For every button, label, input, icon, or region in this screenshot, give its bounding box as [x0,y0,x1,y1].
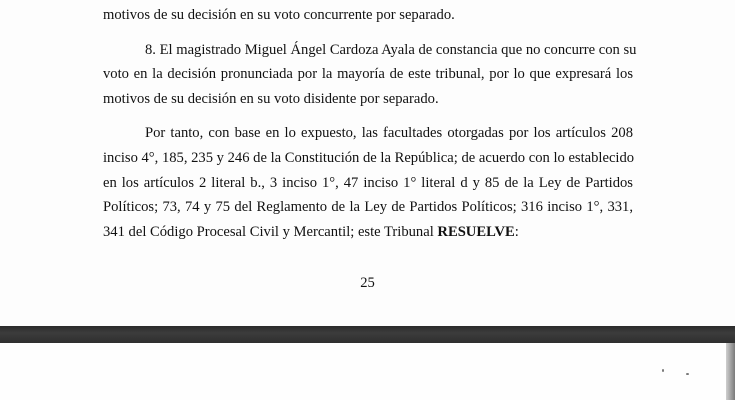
paragraph-2-line-3: motivos de su decisión en su voto disidente por separado. [103,90,439,107]
resuelve-keyword: RESUELVE [437,223,515,240]
scan-speck [662,369,664,372]
paragraph-3-line-3: en los artículos 2 literal b., 3 inciso 1°, 47 inciso 1° literal d y 85 de la Ley de Partidos [103,174,633,191]
cut-off-line [103,0,633,3]
page-number: 25 [360,275,375,291]
paragraph-3-line-2: inciso 4°, 185, 235 y 246 de la Constitución de la República; de acuerdo con lo establecido [103,149,635,166]
paragraph-3-line-4: Políticos; 73, 74 y 75 del Reglamento de la Ley de Partidos Políticos; 316 inciso 1°, 331, [103,199,633,216]
page-separator [0,326,735,343]
paragraph-3-line-5 [103,220,633,245]
scan-speck [686,373,689,375]
paragraph-2-line-2: voto en la decisión pronunciada por la mayoría de este tribunal, por lo que expresará los [103,66,633,83]
next-page-top [0,343,735,400]
document-body [103,0,637,244]
paragraph-2-line-1: 8. El magistrado Miguel Ángel Cardoza Ayala de constancia que no concurre con su [145,41,637,58]
paragraph-3-line-5-text: 341 del Código Procesal Civil y Mercantil; este Tribunal [103,223,438,240]
paragraph-1-last-line: motivos de su decisión en su voto concurrente por separado. [103,7,455,23]
paragraph-3-line-1: Por tanto, con base en lo expuesto, las facultades otorgadas por los artículos 208 [145,125,633,142]
page-edge-shadow [726,343,735,400]
paragraph-3-line-5-colon: : [514,223,519,240]
cut-off-line-text [103,0,633,3]
